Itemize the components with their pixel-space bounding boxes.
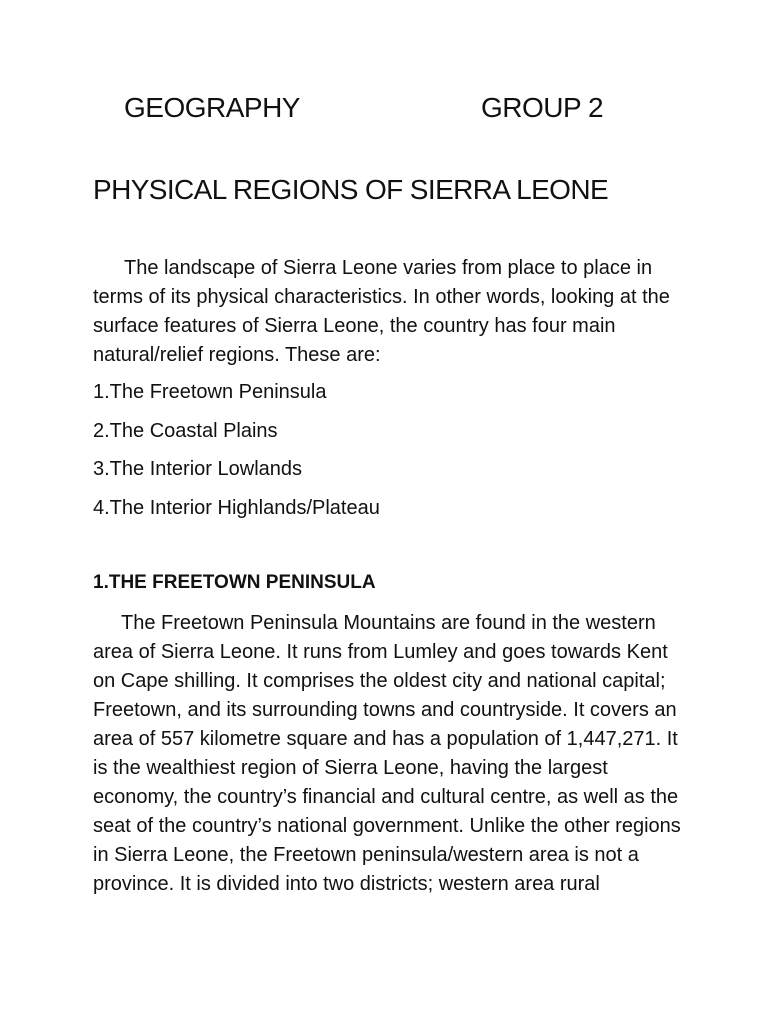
section-heading: 1.THE FREETOWN PENINSULA <box>93 572 376 593</box>
list-item: 2.The Coastal Plains <box>93 419 278 442</box>
section-text: The Freetown Peninsula Mountains are found in the western area of Sierra Leone. It runs from Lumley and goes towards Kent on Cape shilling. It comprises the oldest city and national capital; Freetown, and its surrounding towns and countryside. It covers an area of 557 kilometre square and has a population of 1,447,271. It is the wealthiest region of Sierra Leone, having the largest economy, the country’s financial and cultural centre, as well as the seat of the country’s national government. Unlike the other regions in Sierra Leone, the Freetown peninsula/western area is not a province. It is divided into two districts; western area rural <box>93 612 681 895</box>
list-item: 3.The Interior Lowlands <box>93 458 303 480</box>
intro-text: The landscape of Sierra Leone varies from place to place in terms of its physical characteristics. In other words, looking at the surface features of Sierra Leone, the country has four main natural/relief regions. These are: <box>93 257 670 366</box>
section-paragraph <box>93 609 693 899</box>
list-item: 4.The Interior Highlands/Plateau <box>93 496 380 519</box>
document-header <box>124 92 644 132</box>
document-title: PHYSICAL REGIONS OF SIERRA LEONE <box>93 174 609 205</box>
regions-list <box>93 378 693 532</box>
group-label: GROUP 2 <box>481 92 604 123</box>
list-item: 1.The Freetown Peninsula <box>93 381 327 403</box>
subject-label: GEOGRAPHY <box>124 92 300 123</box>
intro-paragraph <box>93 254 693 370</box>
